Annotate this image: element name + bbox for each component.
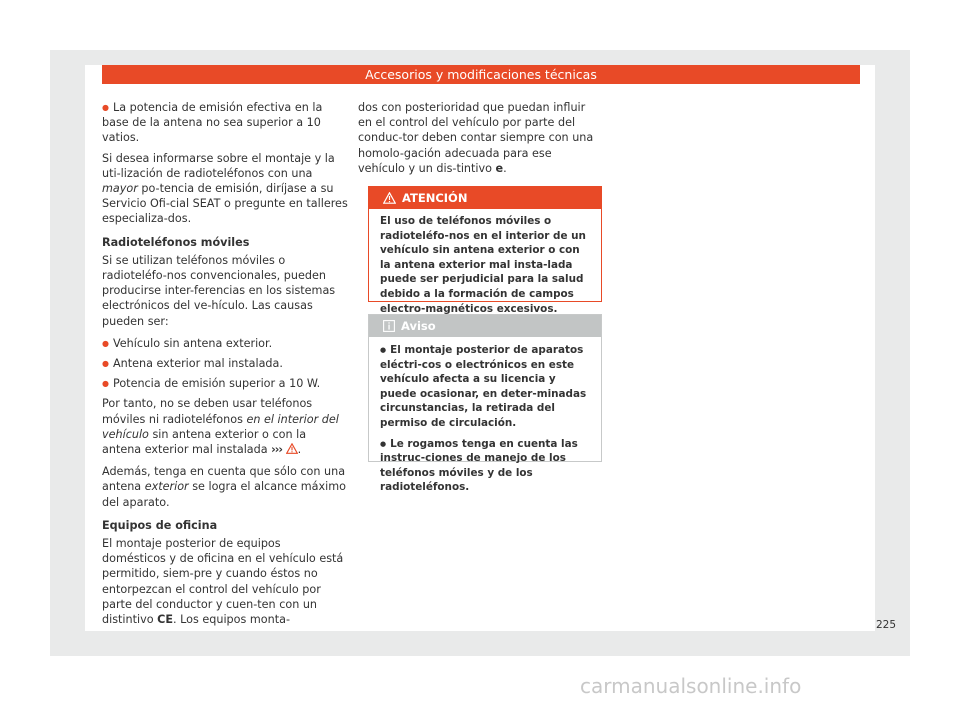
list-item: ● Antena exterior mal instalada. [102, 356, 348, 371]
paragraph: Además, tenga en cuenta que sólo con una antena exterior se logra el alcance máximo del aparato. [102, 465, 346, 509]
warning-text: El uso de teléfonos móviles o radioteléfo-nos en el interior de un vehículo sin antena exterior o con la antena exterior mal insta-lada puede ser perjudicial para la salud debido a la formación de campos electro-magnéticos excesivos. [380, 215, 586, 315]
e-mark: e [495, 161, 504, 175]
watermark: carmanualsonline.info [580, 674, 802, 698]
ce-mark: CE [157, 613, 173, 627]
section-heading: Radioteléfonos móviles [102, 235, 250, 249]
warning-box-header: ATENCIÓN [369, 187, 601, 209]
paragraph: El montaje posterior de equipos domésticos y de oficina en el vehículo está permitido, siem-pre y cuando éstos no entorpezcan el control del vehículo por parte del conductor y cuen-ten con un distintivo CE. Los equipos monta- [102, 537, 344, 627]
paragraph: dos con posterioridad que puedan influir en el control del vehículo por parte del conduc-tor deben contar siempre con una homolo-gación adecuada para ese vehículo y un dis-tintivo e. [358, 101, 594, 175]
paragraph: Si se utilizan teléfonos móviles o radioteléfo-nos convencionales, pueden producirse inter-ferencias en los sistemas electrónicos del ve-hículo. Las causas pueden ser: [102, 253, 336, 328]
notice-box-header: Aviso [369, 315, 601, 337]
cross-reference-arrows[interactable]: ››› [271, 443, 283, 457]
right-column [358, 100, 602, 183]
left-column [102, 100, 348, 634]
list-item: ● Le rogamos tenga en cuenta las instruc-ciones de manejo de los teléfonos móviles y de los radioteléfonos. [380, 437, 591, 495]
section-heading: Equipos de oficina [102, 518, 218, 532]
info-icon [383, 317, 395, 339]
notice-text [369, 337, 601, 495]
warning-icon [286, 443, 298, 456]
paragraph: Si desea informarse sobre el montaje y la uti-lización de radioteléfonos con una mayor po-tencia de emisión, diríjase a su Servicio Ofi-cial SEAT o pregunte en talleres especializa-dos. [102, 151, 348, 226]
list-item: ● Potencia de emisión superior a 10 W. [102, 376, 348, 391]
list-item: ● La potencia de emisión efectiva en la base de la antena no sea superior a 10 vatios. [102, 100, 348, 146]
warning-box [368, 186, 602, 315]
paragraph: Por tanto, no se deben usar teléfonos móviles ni radioteléfonos en el interior del vehículo sin antena exterior o con la antena exterior mal instalada ››› . [102, 397, 339, 457]
list-item: ● Vehículo sin antena exterior. [102, 336, 348, 351]
warning-triangle-icon [383, 189, 396, 211]
list-item: ● El montaje posterior de aparatos eléctri-cos o electrónicos en este vehículo afecta a su licencia y puede ocasionar, en deter-minadas circunstancias, la retirada del permiso de circulación. [380, 343, 591, 431]
notice-box [368, 314, 602, 494]
page-number: 225 [876, 619, 897, 631]
section-header: Accesorios y modificaciones técnicas [102, 65, 860, 84]
